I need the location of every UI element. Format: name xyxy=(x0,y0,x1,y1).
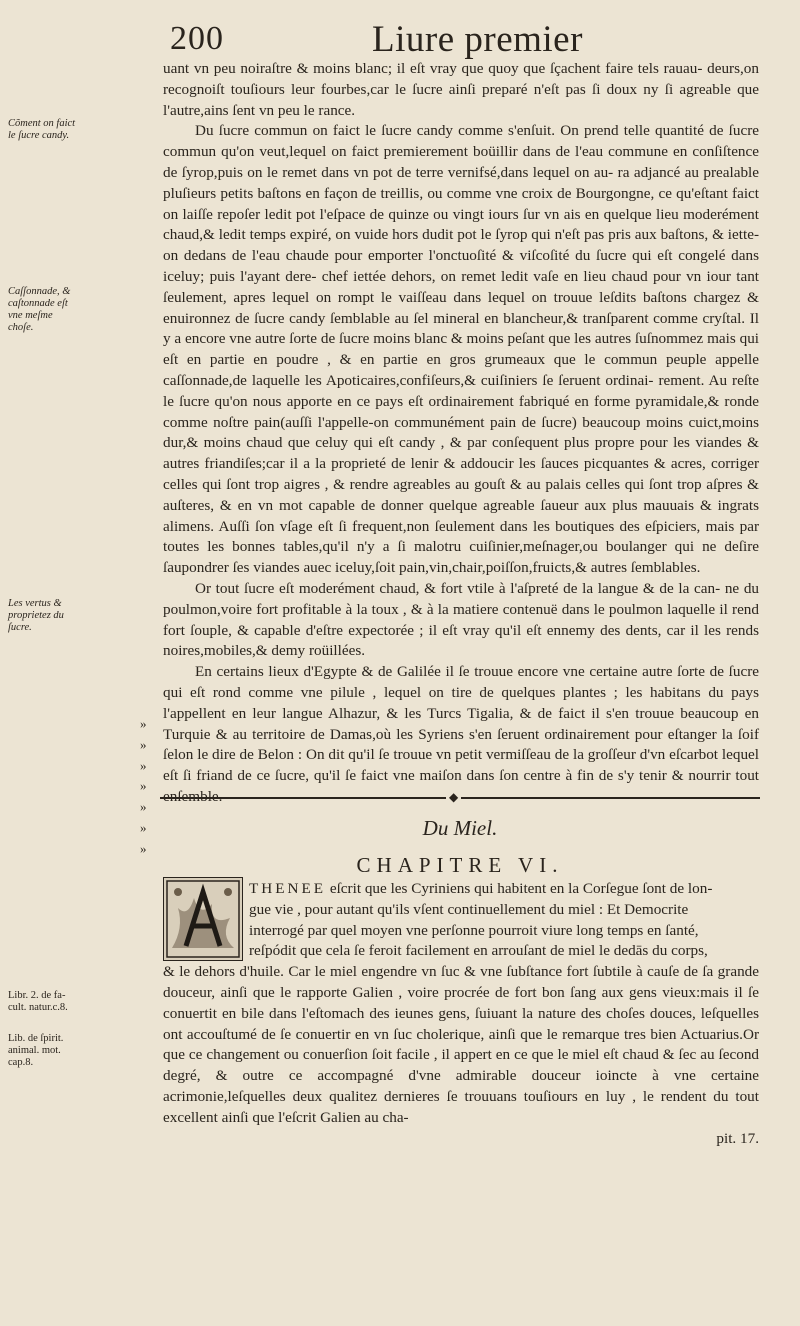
paragraph-sucre-candy: Du ſucre commun on faict le ſucre candy comme s'enſuit. On prend telle quantité de ſucre commun qu'on veut,lequel on faict premierement boüillir dans de l'eau commune en conſiſtence de ſyrop,puis on le remet dans vn pot de terre vernifsé,dans lequel on au- ra adjancé au prealable pluſieurs petits baſtons en façon de treillis, ou comme vne croix de Bourgongne, ce qu'eſtant faict on laiſſe repoſer ledit pot l'eſpace de quinze ou vingt iours ſur vn ais en quelque lieu moderément chaud,& ledit temps expiré, on vuide hors dudit pot le ſyrop qui n'eſt pas pris aux baſtons, & iette-on dedans de l'eau chaude pour emporter l'onctuoſité & viſcoſité du ſucre qui eſt congelé dans iceluy; puis l'ayant dere- chef iettée dehors, on remet ledit vaſe en lieu chaud pour vn iour tant ſeulement, apres lequel on rompt le vaiſſeau dans lequel on trouue leſdits baſtons chargez & enuironnez de ſucre candy ſemblable au ſel mineral en blancheur,& tranſparent comme cryſtal. Il y a encore vne autre ſorte de ſucre moins blanc & moins peſant que les autres ſuſnommez mais qui eſt en partie en poudre , & en partie en gros grumeaux que le commun peuple appelle caſſonnade,de laquelle les Apoticaires,confiſeurs,& cuiſiniers ſe ſeruent ordinai- rement. Au reſte le ſucre qu'on nous apporte en ce pays eſt ordinairement fabriqué en forme pyramidale,& ronde comme noſtre pain(auſſi l'appelle-on communément pain de ſucre) beaucoup moins cuict,moins dur,& moins chaud que celuy qui eſt candy , & par conſequent plus propre pour les viandes & autres friandiſes;car il a la proprieté de lenir & addoucir les ſauces picquantes & acres, corriger celles qui ſont trop aigres , & rendre agreables au gouſt & au palais celles qui ſont trop aſpres & auſteres, & en vn mot capable de donner quelque agreable ſaueur aux plus mauuais & ingrats alimens. Auſſi ſon vſage eſt ſi frequent,non ſeulement dans les boutiques des eſpiciers, mais par toutes les bonnes tables,qu'il n'y a ſi malotru cuiſinier,meſnager,ou boulanger qui ne deſire ſaupondrer ſes viandes auec iceluy,ſoit pain,vin,chair,poiſſon,fruicts,& autres ſemblables. xyxy=(163,122,760,577)
chapter-text: THENEE eſcrit que les Cyriniens qui habitent en la Corſegue ſont de lon- gue vie , pour autant qu'ils vſent continuellement du miel : Et Democrite interrogé par quel moyen vne perſonne pourroit viure long temps en ſanté, reſpódit que cela ſe feroit facilement en arrouſant de miel le dedās du corps, & le dehors d'huile. Car le miel engendre vn ſuc & vne ſubſtance fort ſubtile à cauſe de ſa grande douceur, ainſi que le rapporte Galien , voire procrée de fort bon ſang aux gens vieux:mais il ſe conuertit en bile dans l'eſtomach des ieunes gens, ſuiuant la nature des choſes douces, leſquelles ont accouſtumé de ſe conuertir en vn ſuc cholerique, ainſi que le remarque tres bien Actuarius.Or que ce changement ou conuerſion ſoit facile , il appert en ce que le miel eſt chaud & ſec au ſecond degré, & outre ce accompagné d'vne admirable douceur ioincte à vne certaine acrimonie,leſquelles deux qualitez dernieres ſe trouuans touſiours en luy , le rendent du tout excellent ainſi que l'eſcrit Galien au cha- pit. 17. xyxy=(163,880,760,1147)
margin-note-cassonnade: Caſſonnade, & caſtonnade eſt vne meſme choſe. xyxy=(8,286,71,333)
margin-note-vertus: Les vertus & proprietez du ſucre. xyxy=(8,598,64,633)
chapter-title: CHAPITRE VI. xyxy=(356,853,564,877)
paragraph-egypte: En certains lieux d'Egypte & de Galilée il ſe trouue encore vne certaine autre ſorte de ſucre qui eſt rond comme vne pilule , lequel on tire de quelques plantes ; les habitans du pays l'appellent en leur langue Alhazur, & les Turcs Tigalia, & de faict il s'en trouue beaucoup en Turquie & au territoire de Damas,où les Syriens s'en ſeruent ordinairement pour eſtanger la ſoif ſelon le dire de Belon : On dit qu'il ſe trouue vn petit vermiſſeau de la groſſeur d'vn eſcarbot lequel eſt ſi friand de ce ſucre, qu'il ſe faict vne maiſon dans ſon centre à fin de s'y tenir & nourrir tout enſemble. xyxy=(163,663,760,805)
paragraph-rauaudeurs: uant vn peu noiraſtre & moins blanc; il eſt vray que quoy que ſçachent faire tels rauau- deurs,on recognoiſt touſiours leur fourbes,car le ſucre ainſi preparé n'eſt pas ſi doux ny ſi agreable que l'autre,ains ſent vn peu le rance. xyxy=(163,60,760,119)
main-text xyxy=(163,59,759,808)
page-number: 200 xyxy=(170,20,224,57)
margin-ref-galien: Libr. 2. de fa- cult. natur.c.8. xyxy=(8,990,68,1013)
chapter-paragraph: & le dehors d'huile. Car le miel engendre vn ſuc & vne ſubſtance fort ſubtile à cauſe de ſa grande douceur, ainſi que le rapporte Galien , voire procrée de fort bon ſang aux gens vieux:mais il ſe conuertit en bile dans l'eſtomach des ieunes gens, ſuiuant la nature des choſes douces, leſquelles ont accouſtumé de ſe conuertir en vn ſuc cholerique, ainſi que le remarque tres bien Actuarius.Or que ce changement ou conuerſion ſoit facile , il appert en ce que le miel eſt chaud & ſec au ſecond degré, & outre ce accompagné d'vne admirable douceur ioincte à vne certaine acrimonie,leſquelles deux qualitez dernieres ſe trouuans touſiours en luy , le rendent du tout excellent ainſi que l'eſcrit Galien au cha- xyxy=(163,963,760,1126)
chapter-line-1: THENEE eſcrit que les Cyriniens qui habitent en la Corſegue ſont de lon- xyxy=(249,880,713,897)
margin-note-sucre-candy: Cõment on faict le ſucre candy. xyxy=(8,118,76,141)
section-title: Du Miel. xyxy=(422,816,498,840)
running-title: Liure premier xyxy=(372,19,583,60)
rule-ornament-icon: ◆ xyxy=(446,790,461,805)
margin-ref-spirit: Lib. de ſpirit. animal. mot. cap.8. xyxy=(8,1033,64,1068)
quote-marks: » » » » » » » xyxy=(140,716,147,856)
paragraph-vertus: Or tout ſucre eſt moderément chaud, & fort vtile à l'aſpreté de la langue & de la can- ne du poulmon,voire fort profitable à la toux , & à la matiere contenuë dans le poulmon laquelle il rend fort ſouple, & capable d'eſtre expectorée ; il eſt vray qu'il eſt ennemy des dents, car il les rends noires,mobiles,& demy roüillées. xyxy=(163,579,760,660)
